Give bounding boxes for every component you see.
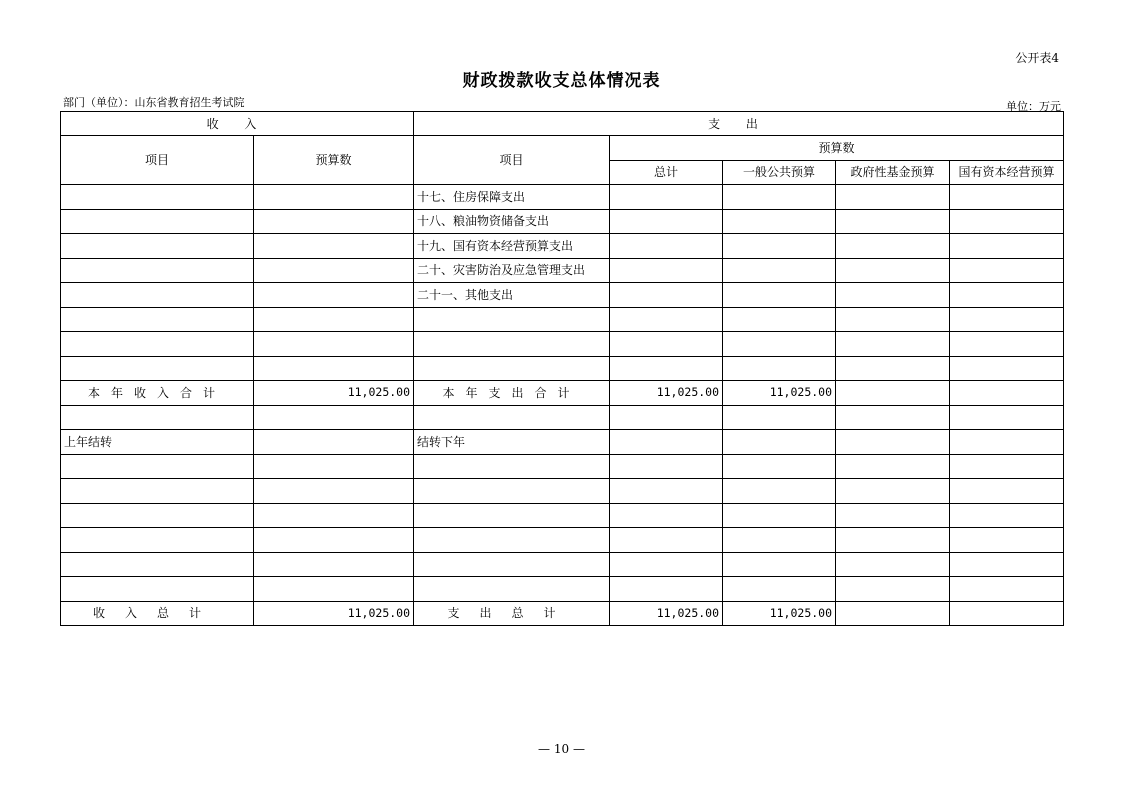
general-cell [723,234,836,259]
income-item-cell [61,356,254,381]
general-cell [723,332,836,357]
department-label: 部门（单位）：山东省教育招生考试院 [63,96,245,109]
form-number: 公开表4 [1015,51,1059,65]
expense-group-header: 支 出 [414,112,1064,136]
income-item-cell [61,307,254,332]
gov-fund-grand-total-value [836,601,950,626]
table-row [61,528,1064,553]
total-cell [610,283,723,308]
state-capital-cell [950,185,1064,210]
gov-fund-cell [836,307,950,332]
state-capital-cell [950,209,1064,234]
income-grand-total-value: 11,025.00 [254,601,414,626]
state-capital-cell [950,258,1064,283]
income-budget-cell [254,185,414,210]
expense-grand-total-label: 支出总计 [414,601,610,626]
general-grand-total-value: 11,025.00 [723,601,836,626]
income-item-header: 项目 [61,136,254,185]
general-cell [723,356,836,381]
expense-item-cell: 十七、住房保障支出 [414,185,610,210]
carry-forward-label: 结转下年 [414,430,610,455]
table-row [61,405,1064,430]
general-cell [723,185,836,210]
income-item-cell [61,283,254,308]
income-item-cell [61,258,254,283]
table-row [61,356,1064,381]
grand-total-row [61,601,1064,626]
year-gov-fund-total-value [836,381,950,406]
total-cell [610,258,723,283]
expense-item-cell: 十九、国有资本经营预算支出 [414,234,610,259]
group-header-row [61,112,1064,136]
state-capital-grand-total-value [950,601,1064,626]
state-capital-cell [950,283,1064,308]
year-income-total-label: 本年收入合计 [61,381,254,406]
expense-item-cell: 十八、粮油物资储备支出 [414,209,610,234]
expense-item-cell [414,332,610,357]
total-cell [610,307,723,332]
budget-group-header: 预算数 [610,136,1064,161]
year-total-row [61,381,1064,406]
year-expense-total-label: 本年支出合计 [414,381,610,406]
table-row [61,332,1064,357]
state-capital-cell [950,332,1064,357]
income-budget-cell [254,307,414,332]
income-budget-cell [254,356,414,381]
total-cell [610,234,723,259]
table-row [61,577,1064,602]
year-general-total-value: 11,025.00 [723,381,836,406]
expense-grand-total-value: 11,025.00 [610,601,723,626]
state-capital-cell [950,356,1064,381]
state-capital-cell [950,234,1064,259]
gov-fund-cell [836,258,950,283]
gov-fund-header: 政府性基金预算 [836,160,950,185]
table-row [61,307,1064,332]
column-header-row [61,136,1064,161]
carry-row [61,430,1064,455]
total-cell [610,332,723,357]
table-row [61,185,1064,210]
total-cell [610,209,723,234]
gov-fund-cell [836,185,950,210]
unit-label: 单位：万元 [1006,100,1061,113]
gov-fund-cell [836,209,950,234]
table-row [61,234,1064,259]
year-state-capital-total-value [950,381,1064,406]
expense-item-cell: 二十、灾害防治及应急管理支出 [414,258,610,283]
total-cell [610,185,723,210]
general-cell [723,307,836,332]
income-budget-cell [254,283,414,308]
gov-fund-cell [836,283,950,308]
expense-item-cell [414,307,610,332]
income-budget-header: 预算数 [254,136,414,185]
table-row [61,283,1064,308]
general-budget-header: 一般公共预算 [723,160,836,185]
income-item-cell [61,209,254,234]
general-cell [723,258,836,283]
income-group-header: 收 入 [61,112,414,136]
income-budget-cell [254,209,414,234]
general-cell [723,209,836,234]
general-cell [723,283,836,308]
year-income-total-value: 11,025.00 [254,381,414,406]
page-number: — 10 — [538,742,585,756]
income-budget-cell [254,332,414,357]
table-row [61,552,1064,577]
table-row [61,209,1064,234]
income-item-cell [61,234,254,259]
income-item-cell [61,185,254,210]
state-capital-header: 国有资本经营预算 [950,160,1064,185]
income-budget-cell [254,258,414,283]
income-item-cell [61,332,254,357]
income-grand-total-label: 收入总计 [61,601,254,626]
income-budget-cell [254,234,414,259]
total-cell [610,356,723,381]
page-title: 财政拨款收支总体情况表 [462,71,661,91]
carry-over-label: 上年结转 [61,430,254,455]
gov-fund-cell [836,356,950,381]
expense-item-cell [414,356,610,381]
expense-item-cell: 二十一、其他支出 [414,283,610,308]
year-expense-total-value: 11,025.00 [610,381,723,406]
table-row [61,503,1064,528]
table-row [61,454,1064,479]
total-header: 总计 [610,160,723,185]
gov-fund-cell [836,234,950,259]
state-capital-cell [950,307,1064,332]
gov-fund-cell [836,332,950,357]
expense-item-header: 项目 [414,136,610,185]
table-row [61,479,1064,504]
table-row [61,258,1064,283]
budget-table [60,111,1064,626]
